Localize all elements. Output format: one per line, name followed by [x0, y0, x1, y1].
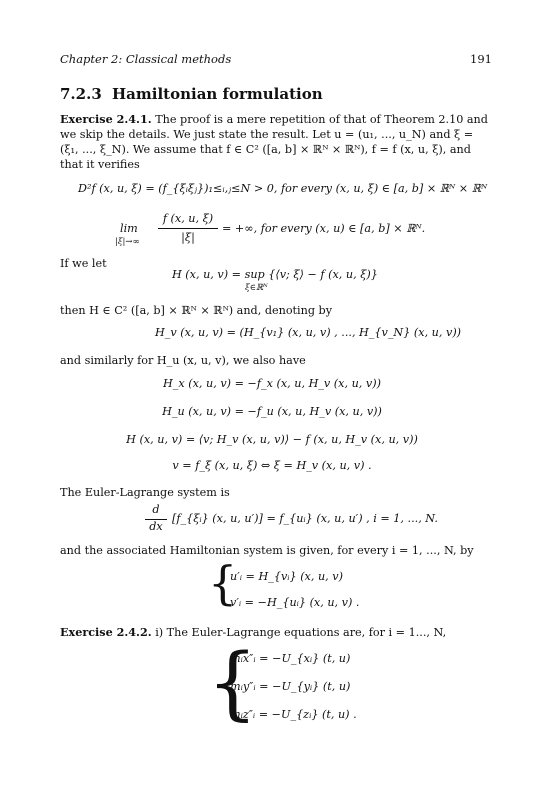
equation-limit-denominator: |ξ| — [181, 231, 195, 244]
equation-Hx: H_x (x, u, v) = −f_x (x, u, H_v (x, u, v)) — [163, 377, 381, 390]
equation-ham2: v′ᵢ = −H_{uᵢ} (x, u, v) . — [230, 596, 360, 609]
exercise-241-line2: we skip the details. We just state the result. Let u = (u₁, ..., u_N) and ξ = — [60, 128, 474, 141]
equation-H-sub: ξ∈ℝᴺ — [245, 283, 268, 293]
equation-limit-numerator: f (x, u, ξ) — [162, 212, 214, 225]
section-number: 7.2.3 — [60, 85, 102, 103]
chapter-header: Chapter 2: Classical methods — [60, 52, 232, 66]
similar-text: and similarly for H_u (x, u, v), we also have — [60, 354, 306, 367]
exercise-242-text: i) The Euler-Lagrange equations are, for i = 1..., N, — [155, 626, 447, 639]
left-brace: { — [207, 636, 258, 729]
equation-ex242-2: mᵢy″ᵢ = −U_{yᵢ} (t, u) — [230, 680, 351, 693]
equation-limit-op: lim — [120, 222, 138, 235]
hamiltonian-text: and the associated Hamiltonian system is given, for every i = 1, ..., N, by — [60, 544, 474, 557]
equation-hessian: D²f (x, u, ξ) = (f_{ξᵢξⱼ})₁≤ᵢ,ⱼ≤N > 0, for every (x, u, ξ) ∈ [a, b] × ℝᴺ × ℝᴺ — [78, 182, 488, 195]
equation-limit-rest: = +∞, for every (x, u) ∈ [a, b] × ℝᴺ. — [222, 222, 426, 235]
equation-ham1: u′ᵢ = H_{vᵢ} (x, u, v) — [230, 570, 343, 583]
equation-equivalence: v = f_ξ (x, u, ξ) ⇔ ξ = H_v (x, u, v) . — [172, 459, 372, 472]
euler-lagrange-text: The Euler-Lagrange system is — [60, 486, 230, 499]
equation-Hv: H_v (x, u, v) = (H_{v₁} (x, u, v) , ..., H_{v_N} (x, u, v)) — [155, 326, 462, 339]
fraction-bar — [158, 228, 218, 229]
exercise-241-line1 — [60, 112, 488, 127]
equation-limit-sub: |ξ|→∞ — [115, 237, 140, 247]
exercise-241-label: Exercise 2.4.1. — [60, 112, 152, 126]
let-text: If we let — [60, 257, 107, 270]
equation-H: H (x, u, v) = sup {⟨v; ξ⟩ − f (x, u, ξ)} — [172, 268, 378, 281]
equation-Hu: H_u (x, u, v) = −f_u (x, u, H_v (x, u, v)) — [162, 405, 382, 418]
section-title: Hamiltonian formulation — [112, 85, 323, 103]
equation-H-full: H (x, u, v) = ⟨v; H_v (x, u, v)⟩ − f (x, u, H_v (x, u, v)) — [126, 433, 418, 446]
equation-el-d: d — [152, 503, 160, 516]
exercise-242-label: Exercise 2.4.2. — [60, 625, 152, 639]
exercise-241-text1: The proof is a mere repetition of that of Theorem 2.10 and — [155, 113, 488, 126]
equation-el-rest: [f_{ξᵢ} (x, u, u′)] = f_{uᵢ} (x, u, u′) , i = 1, ..., N. — [172, 512, 438, 525]
left-brace: { — [208, 556, 238, 610]
equation-el-dx: dx — [149, 520, 163, 533]
equation-ex242-3: mᵢz″ᵢ = −U_{zᵢ} (t, u) . — [230, 708, 357, 721]
exercise-241-line3: (ξ₁, ..., ξ_N). We assume that f ∈ C² ([a, b] × ℝᴺ × ℝᴺ), f = f (x, u, ξ), and — [60, 143, 471, 156]
then-text: then H ∈ C² ([a, b] × ℝᴺ × ℝᴺ) and, denoting by — [60, 304, 333, 317]
equation-ex242-1: mᵢx″ᵢ = −U_{xᵢ} (t, u) — [230, 652, 351, 665]
exercise-241-line4: that it verifies — [60, 158, 140, 171]
page-number: 191 — [470, 52, 492, 66]
